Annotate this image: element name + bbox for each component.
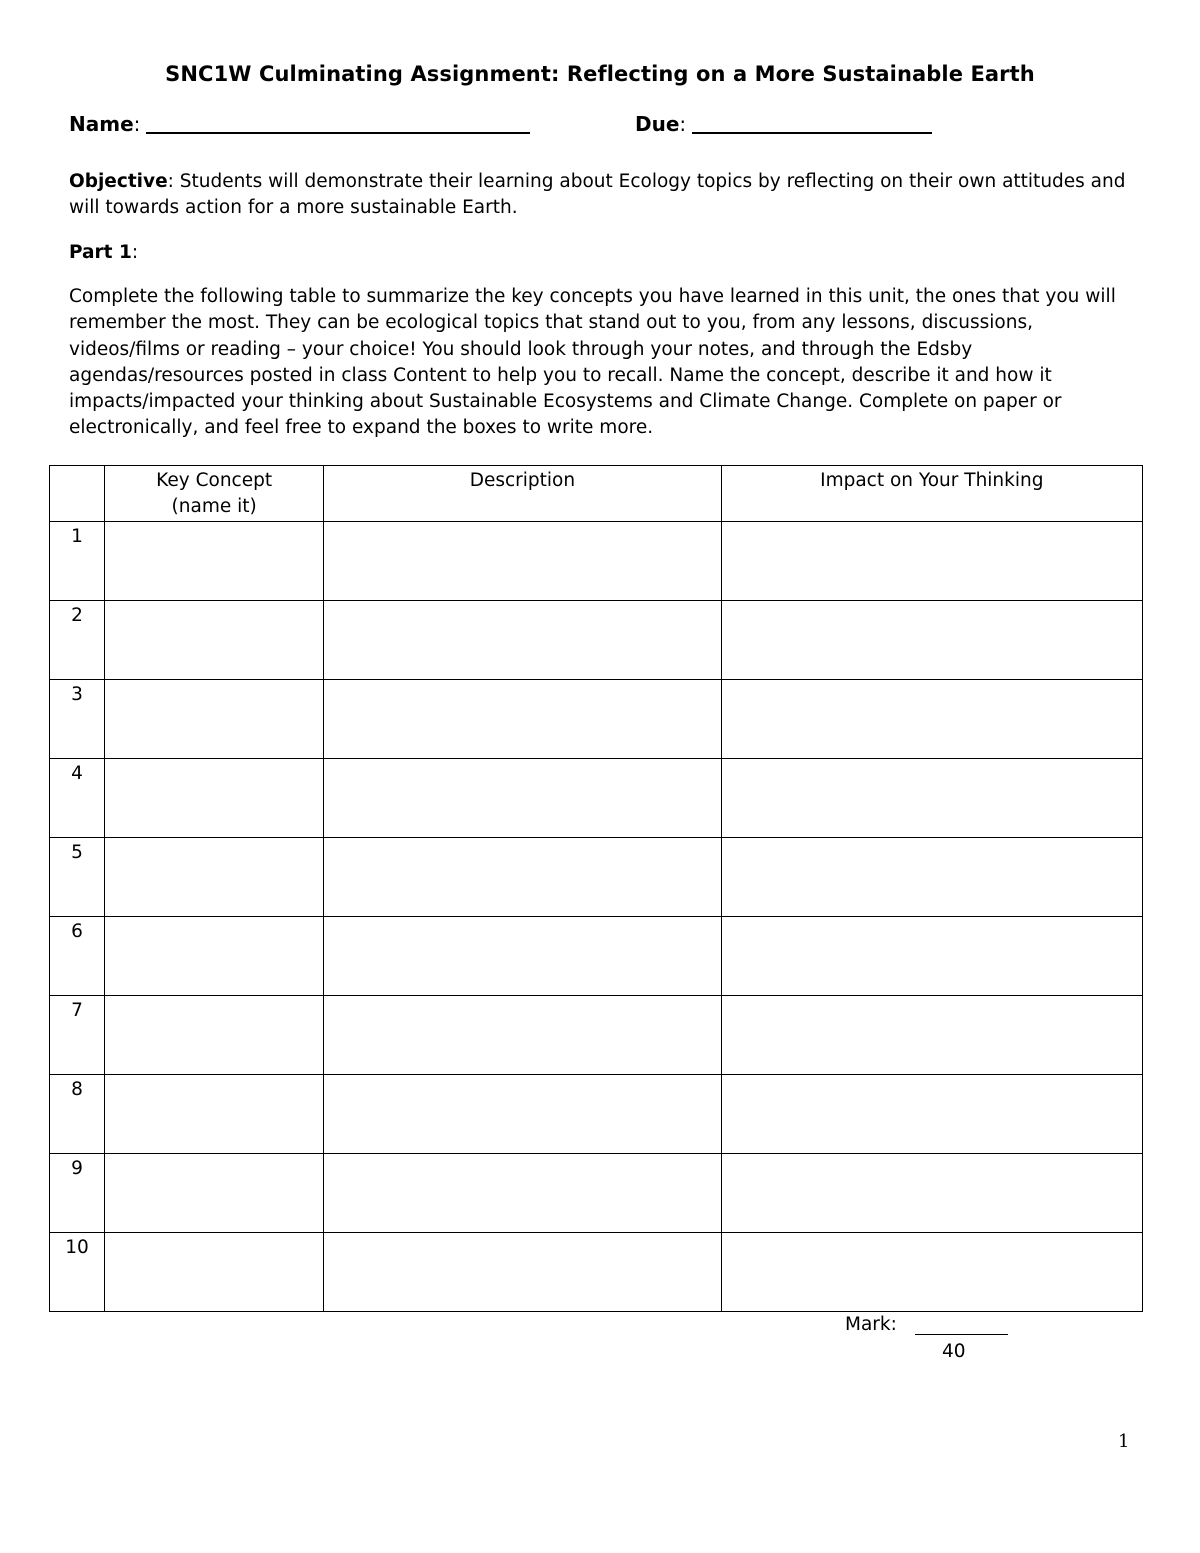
key-concept-cell[interactable] (105, 838, 324, 917)
row-number: 8 (71, 1079, 83, 1100)
table-row (50, 1154, 1143, 1233)
table-row (50, 680, 1143, 759)
impact-cell[interactable] (721, 1233, 1142, 1312)
row-number-cell (50, 1154, 105, 1233)
row-number: 3 (71, 684, 83, 705)
key-concept-cell[interactable] (105, 680, 324, 759)
row-number-cell (50, 996, 105, 1075)
row-number-cell (50, 838, 105, 917)
header-number (50, 466, 105, 522)
table-row (50, 759, 1143, 838)
name-blank[interactable] (146, 112, 530, 134)
row-number: 4 (71, 763, 83, 784)
key-concept-cell[interactable] (105, 759, 324, 838)
mark-label: Mark: (845, 1314, 897, 1335)
table-row (50, 601, 1143, 680)
description-cell[interactable] (324, 1075, 721, 1154)
impact-cell[interactable] (721, 996, 1142, 1075)
impact-cell[interactable] (721, 838, 1142, 917)
key-concept-cell[interactable] (105, 1154, 324, 1233)
table-row (50, 522, 1143, 601)
key-concept-cell[interactable] (105, 996, 324, 1075)
part1-label: Part 1 (69, 242, 132, 263)
due-field: Due: (635, 112, 932, 136)
mark-total: 40 (942, 1341, 966, 1362)
header-impact: Impact on Your Thinking (721, 466, 1142, 522)
name-field: Name: (69, 112, 530, 136)
description-cell[interactable] (324, 759, 721, 838)
row-number-cell (50, 1233, 105, 1312)
key-concept-cell[interactable] (105, 1233, 324, 1312)
key-concept-cell[interactable] (105, 917, 324, 996)
description-cell[interactable] (324, 838, 721, 917)
row-number: 1 (71, 526, 83, 547)
key-concepts-table (49, 465, 1143, 1312)
due-blank[interactable] (692, 112, 932, 134)
impact-cell[interactable] (721, 680, 1142, 759)
table-row (50, 838, 1143, 917)
table-row (50, 1075, 1143, 1154)
row-number-cell (50, 601, 105, 680)
impact-cell[interactable] (721, 759, 1142, 838)
page-number: 1 (1118, 1431, 1130, 1452)
instructions-paragraph: Complete the following table to summarize the key concepts you have learned in this unit, the ones that you will remember the most. They can be ecological topics that stand out to you, from any lessons, discussions, videos/films or reading – your choice! You should look through your notes, and through the Edsby agendas/resources posted in class Content to help you to recall. Name the concept, describe it and how it impacts/impacted your thinking about Sustainable Ecosystems and Climate Change. Complete on paper or electronically, and feel free to expand the boxes to write more. (69, 286, 1116, 439)
header-key-concept: Key Concept (name it) (105, 466, 324, 522)
row-number: 2 (71, 605, 83, 626)
impact-cell[interactable] (721, 917, 1142, 996)
description-cell[interactable] (324, 680, 721, 759)
description-cell[interactable] (324, 996, 721, 1075)
part1-heading: Part 1: (69, 242, 139, 263)
impact-cell[interactable] (721, 522, 1142, 601)
description-cell[interactable] (324, 1233, 721, 1312)
impact-cell[interactable] (721, 1154, 1142, 1233)
description-cell[interactable] (324, 1154, 721, 1233)
table-header-row (50, 466, 1143, 522)
impact-cell[interactable] (721, 601, 1142, 680)
row-number-cell (50, 759, 105, 838)
objective-text: : Students will demonstrate their learning about Ecology topics by reflecting on their own attitudes and will towards action for a more sustainable Earth. (69, 171, 1126, 219)
row-number: 6 (71, 921, 83, 942)
key-concept-cell[interactable] (105, 1075, 324, 1154)
objective-paragraph (69, 169, 1139, 222)
header-description: Description (324, 466, 721, 522)
key-concept-cell[interactable] (105, 522, 324, 601)
objective-label: Objective (69, 171, 168, 192)
due-label: Due (635, 112, 680, 136)
impact-cell[interactable] (721, 1075, 1142, 1154)
table-row (50, 1233, 1143, 1312)
row-number-cell (50, 522, 105, 601)
key-concept-cell[interactable] (105, 601, 324, 680)
description-cell[interactable] (324, 522, 721, 601)
row-number: 10 (65, 1237, 89, 1258)
mark-blank[interactable] (915, 1334, 1008, 1335)
description-cell[interactable] (324, 601, 721, 680)
description-cell[interactable] (324, 917, 721, 996)
row-number-cell (50, 917, 105, 996)
name-label: Name (69, 112, 134, 136)
row-number-cell (50, 680, 105, 759)
table-row (50, 996, 1143, 1075)
table-row (50, 917, 1143, 996)
row-number: 5 (71, 842, 83, 863)
page-title: SNC1W Culminating Assignment: Reflecting on a More Sustainable Earth (165, 62, 1035, 86)
row-number-cell (50, 1075, 105, 1154)
row-number: 9 (71, 1158, 83, 1179)
row-number: 7 (71, 1000, 83, 1021)
